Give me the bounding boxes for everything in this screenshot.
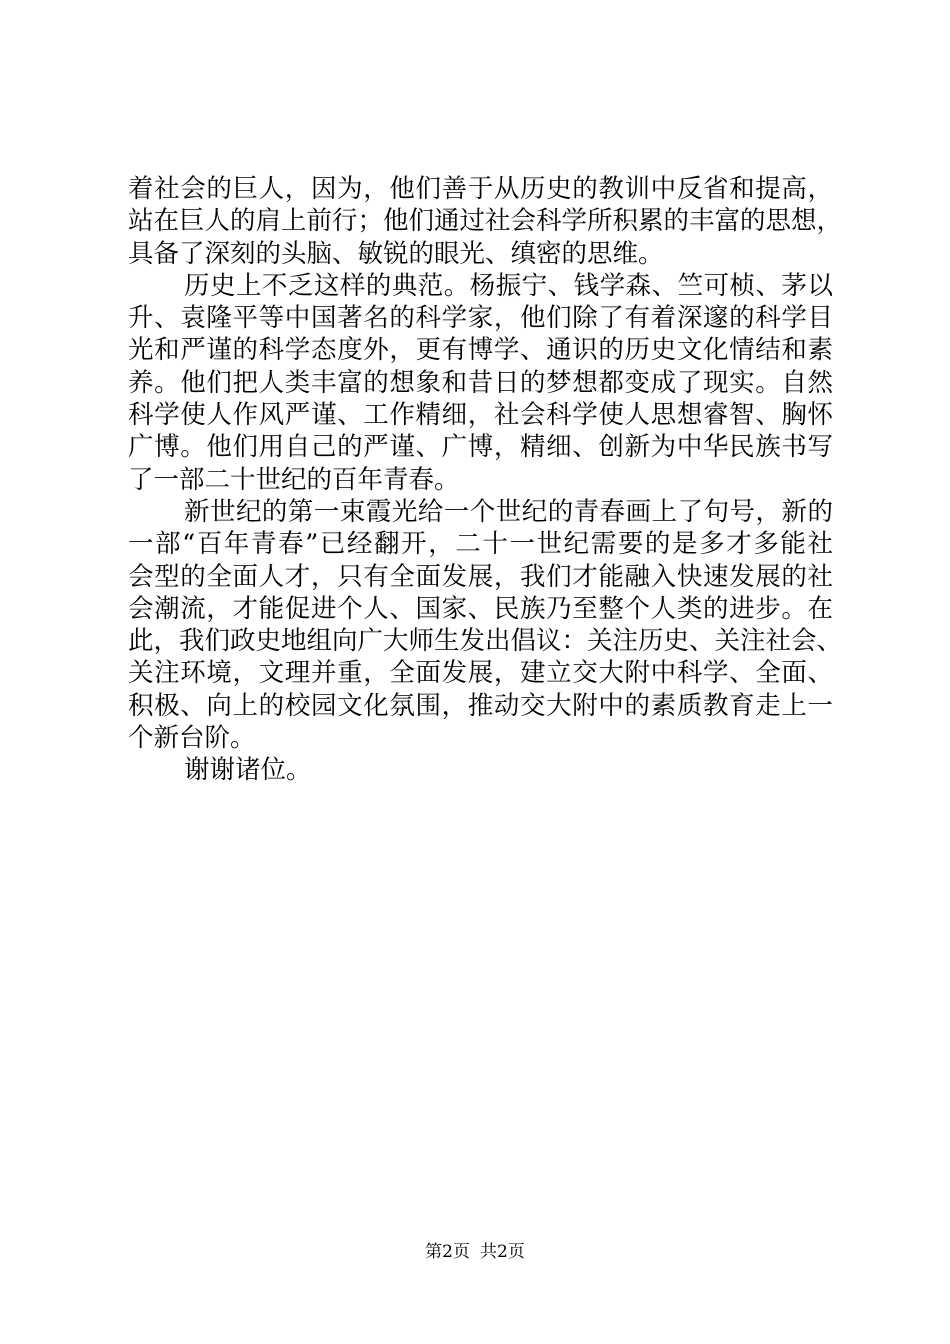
text-line: 会潮流，才能促进个人、国家、民族乃至整个人类的进步。在 bbox=[128, 593, 833, 624]
text-line: 个新台阶。 bbox=[128, 723, 256, 754]
paragraph bbox=[128, 270, 833, 496]
text-line: 会型的全面人才，只有全面发展，我们才能融入快速发展的社 bbox=[128, 561, 833, 592]
page-number-total: 共2页 bbox=[480, 1242, 525, 1262]
paragraph bbox=[128, 173, 843, 270]
paragraph bbox=[128, 754, 833, 786]
text-line: 着社会的巨人，因为，他们善于从历史的教训中反省和提高， bbox=[128, 174, 833, 204]
document-body bbox=[128, 173, 843, 787]
page-number-current: 第2页 bbox=[425, 1242, 470, 1262]
text-line: 广博。他们用自己的严谨、广博，精细、创新为中华民族书写 bbox=[128, 432, 833, 463]
text-line: 养。他们把人类丰富的想象和昔日的梦想都变成了现实。自然 bbox=[128, 367, 833, 398]
text-line: 积极、向上的校园文化氛围，推动交大附中的素质教育走上一 bbox=[128, 690, 833, 721]
text-line: 关注环境，文理并重，全面发展，建立交大附中科学、全面、 bbox=[128, 658, 833, 689]
text-line: 具备了深刻的头脑、敏锐的眼光、缜密的思维。 bbox=[128, 238, 664, 269]
page-footer bbox=[0, 1240, 950, 1264]
text-line: 光和严谨的科学态度外，更有博学、通识的历史文化情结和素 bbox=[128, 335, 833, 366]
text-line: 科学使人作风严谨、工作精细，社会科学使人思想睿智、胸怀 bbox=[128, 400, 833, 431]
text-line: 了一部二十世纪的百年青春。 bbox=[128, 464, 460, 495]
text-line: 历史上不乏这样的典范。杨振宁、钱学森、竺可桢、茅以 bbox=[184, 270, 833, 301]
text-line: 一部“百年青春”已经翻开，二十一世纪需要的是多才多能社 bbox=[128, 529, 833, 560]
paragraph bbox=[128, 496, 843, 754]
text-line: 升、袁隆平等中国著名的科学家，他们除了有着深邃的科学目 bbox=[128, 303, 833, 334]
text-line: 站在巨人的肩上前行；他们通过社会科学所积累的丰富的思想， bbox=[128, 206, 843, 237]
text-line: 此，我们政史地组向广大师生发出倡议：关注历史、关注社会、 bbox=[128, 626, 843, 657]
text-line: 新世纪的第一束霞光给一个世纪的青春画上了句号，新的 bbox=[184, 496, 833, 527]
text-line: 谢谢诸位。 bbox=[184, 755, 312, 786]
